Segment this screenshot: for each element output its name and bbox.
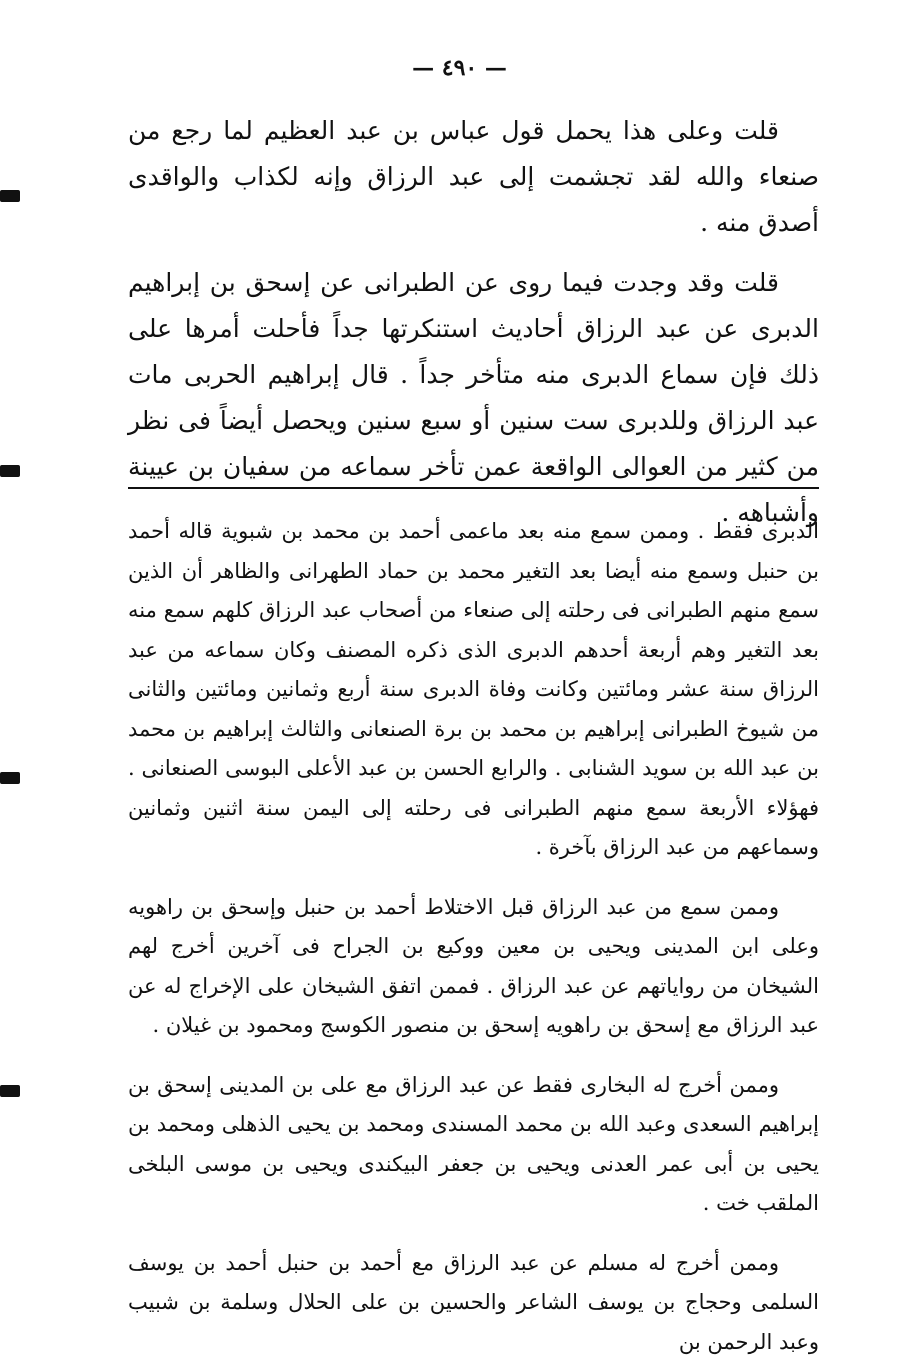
footnote-paragraph: وممن أخرج له مسلم عن عبد الرزاق مع أحمد بن حنبل أحمد بن يوسف السلمى وحجاج بن يوسف الشاعر والحسين بن على الحلال وسلمة بن شبيب وعبد الرحمن بن (128, 1244, 819, 1362)
page-number: — ٤٩٠ — (0, 55, 919, 81)
footnote-separator (128, 487, 819, 489)
binding-mark (0, 190, 20, 202)
footnote-text (128, 512, 819, 1362)
footnote-paragraph: وممن أخرج له البخارى فقط عن عبد الرزاق مع على بن المدينى إسحق بن إبراهيم السعدى وعبد الله بن محمد المسندى ومحمد بن يحيى الذهلى ومحمد بن يحيى بن أبى عمر العدنى ويحيى بن جعفر البيكندى ويحيى بن موسى البلخى الملقب خت . (128, 1066, 819, 1224)
main-paragraph: قلت وعلى هذا يحمل قول عباس بن عبد العظيم لما رجع من صنعاء والله لقد تجشمت إلى عبد الرزاق وإنه لكذاب والواقدى أصدق منه . (128, 108, 819, 246)
main-paragraph: قلت وقد وجدت فيما روى عن الطبرانى عن إسحق بن إبراهيم الدبرى عن عبد الرزاق أحاديث استنكرتها جداً فأحلت أمرها على ذلك فإن سماع الدبرى منه متأخر جداً . قال إبراهيم الحربى مات عبد الرزاق وللدبرى ست سنين أو سبع سنين ويحصل أيضاً فى نظر من كثير من العوالى الواقعة عمن تأخر سماعه من سفيان بن عيينة وأشباهه . (128, 260, 819, 536)
binding-mark (0, 465, 20, 477)
footnote-paragraph: وممن سمع من عبد الرزاق قبل الاختلاط أحمد بن حنبل وإسحق بن راهويه وعلى ابن المدينى ويحيى بن معين ووكيع بن الجراح فى آخرين أخرج لهم الشيخان من رواياتهم عن عبد الرزاق . فممن اتفق الشيخان على الإخراج له عن عبد الرزاق مع إسحق بن راهويه إسحق بن منصور الكوسج ومحمود بن غيلان . (128, 888, 819, 1046)
binding-mark (0, 1085, 20, 1097)
main-text (128, 108, 819, 536)
footnote-paragraph: الدبرى فقط . وممن سمع منه بعد ماعمى أحمد بن محمد بن شبوية قاله أحمد بن حنبل وسمع منه أيضا بعد التغير محمد بن حماد الطهرانى والظاهر أن الذين سمع منهم الطبرانى فى رحلته إلى صنعاء من أصحاب عبد الرزاق كلهم سمع منه بعد التغير وهم أربعة أحدهم الدبرى الذى ذكره المصنف وكان سماعه من عبد الرزاق سنة عشر ومائتين وكانت وفاة الدبرى سنة أربع وثمانين ومائتين والثانى من شيوخ الطبرانى إبراهيم بن محمد بن برة الصنعانى والثالث إبراهيم بن محمد بن عبد الله بن سويد الشنابى . والرابع الحسن بن عبد الأعلى البوسى الصنعانى . فهؤلاء الأربعة سمع منهم الطبرانى فى رحلته إلى اليمن سنة اثنين وثمانين وسماعهم من عبد الرزاق بآخرة . (128, 512, 819, 868)
binding-mark (0, 772, 20, 784)
